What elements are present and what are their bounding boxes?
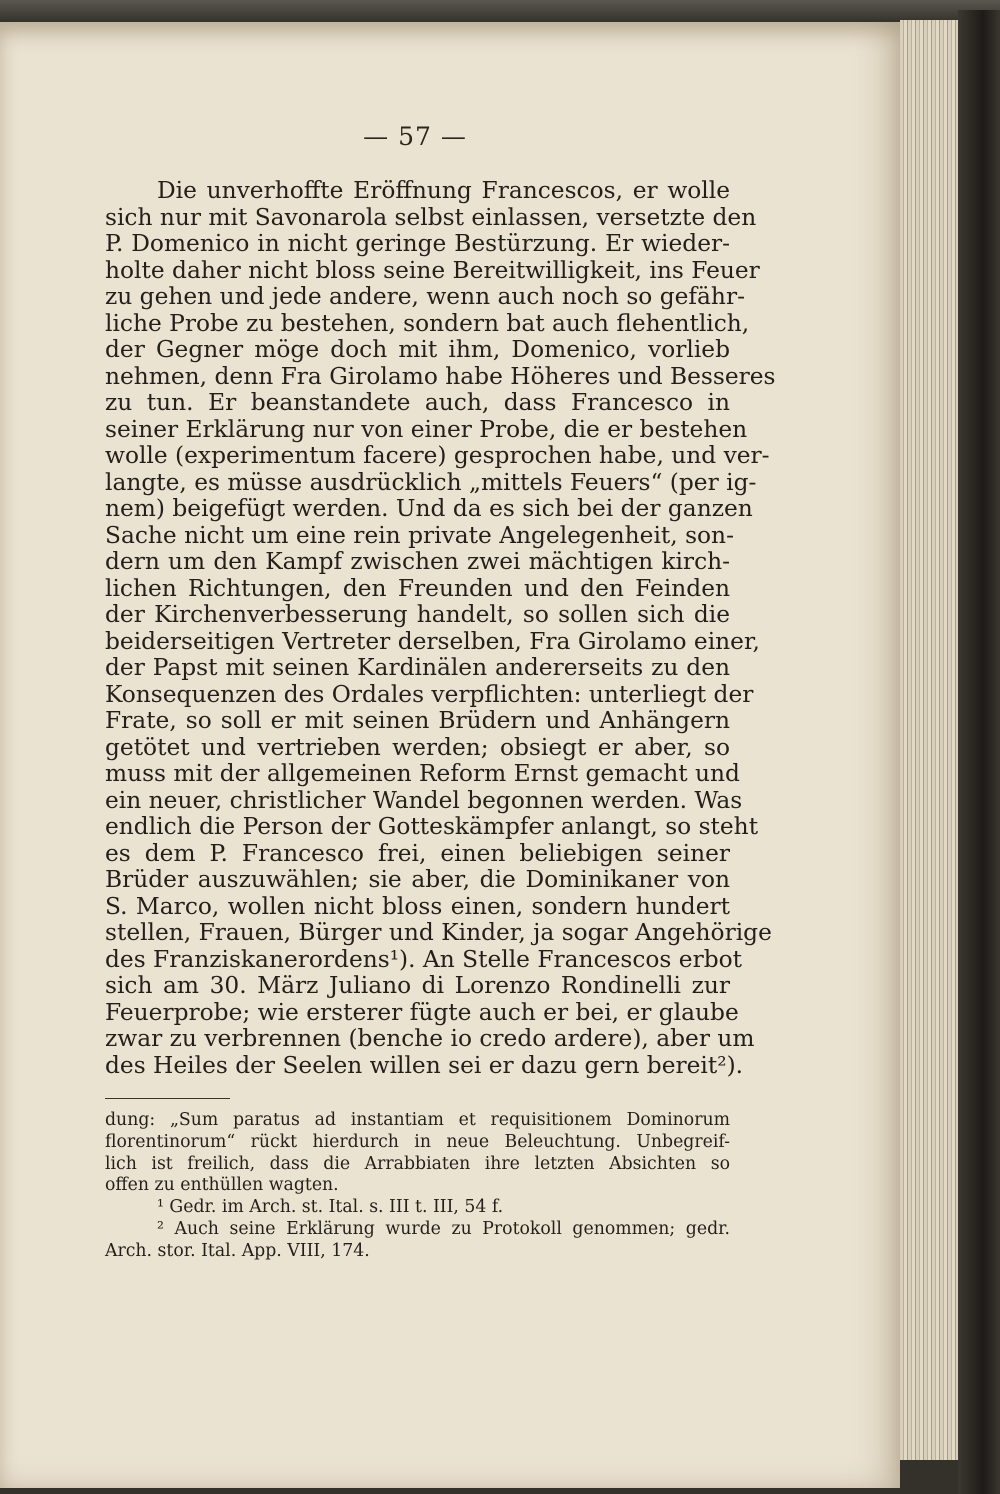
text-line: holte daher nicht bloss seine Bereitwilligkeit, ins Feuer (105, 256, 760, 284)
text-line: sich am 30. März Juliano di Lorenzo Rondinelli zur (105, 972, 730, 999)
text-line: endlich die Person der Gotteskämpfer anlangt, so steht (105, 813, 759, 840)
footnote-line: offen zu enthüllen wagten. (105, 1175, 339, 1196)
text-line: getötet und vertrieben werden; obsiegt er aber, so (105, 733, 730, 761)
text-line: liche Probe zu bestehen, sondern bat auch flehentlich, (105, 309, 750, 337)
text-line: der Papst mit seinen Kardinälen andererseits zu den (105, 654, 730, 681)
text-line: der Gegner möge doch mit ihm, Domenico, vorlieb (105, 336, 730, 363)
text-line: Frate, so soll er mit seinen Brüdern und Anhängern (105, 707, 730, 734)
text-line: Konsequenzen des Ordales verpflichten: unterliegt der (105, 680, 754, 708)
text-line: stellen, Frauen, Bürger und Kinder, ja sogar Angehörige (105, 919, 772, 946)
text-line: zwar zu verbrennen (benche io credo ardere), aber um (105, 1025, 755, 1052)
footnote-2-continued: Arch. stor. Ital. App. VIII, 174. (105, 1240, 370, 1261)
text-line: Feuerprobe; wie ersterer fügte auch er bei, er glaube (105, 998, 739, 1026)
footnote-line: lich ist freilich, dass die Arrabbiaten ihre letzten Absichten so (105, 1153, 730, 1174)
footnotes (105, 1110, 730, 1263)
text-line: Sache nicht um eine rein private Angelegenheit, son- (105, 521, 734, 549)
text-line: dern um den Kampf zwischen zwei mächtigen kirch- (105, 548, 730, 575)
text-line: nem) beigefügt werden. Und da es sich bei der ganzen (105, 495, 753, 522)
text-line: S. Marco, wollen nicht bloss einen, sondern hundert (105, 892, 730, 920)
page-leaves-edge (900, 20, 960, 1460)
footnote-2: ² Auch seine Erklärung wurde zu Protokoll genommen; gedr. (157, 1218, 730, 1239)
text-line: lichen Richtungen, den Freunden und den Feinden (105, 574, 730, 602)
text-line: Brüder auszuwählen; sie aber, die Dominikaner von (105, 866, 730, 893)
text-line: seiner Erklärung nur von einer Probe, die er bestehen (105, 415, 748, 443)
footnote-line: florentinorum“ rückt hierdurch in neue Beleuchtung. Unbegreif- (105, 1131, 730, 1152)
text-line: muss mit der allgemeinen Reform Ernst gemacht und (105, 760, 740, 787)
text-line: Die unverhoffte Eröffnung Francescos, er wolle (157, 177, 730, 204)
book-cover-edge (958, 10, 1000, 1494)
page-number: — 57 — (363, 122, 467, 151)
footnote-line: dung: „Sum paratus ad instantiam et requisitionem Dominorum (105, 1110, 730, 1130)
text-line: wolle (experimentum facere) gesprochen habe, und ver- (105, 442, 770, 469)
text-line: des Heiles der Seelen willen sei er dazu gern bereit²). (105, 1051, 744, 1079)
text-line: beiderseitigen Vertreter derselben, Fra Girolamo einer, (105, 627, 760, 655)
text-line: zu gehen und jede andere, wenn auch noch so gefähr- (105, 283, 745, 310)
text-line: der Kirchenverbesserung handelt, so sollen sich die (105, 601, 730, 628)
text-line: zu tun. Er beanstandete auch, dass Francesco in (105, 389, 730, 416)
text-line: sich nur mit Savonarola selbst einlassen, versetzte den (105, 203, 757, 231)
text-line: P. Domenico in nicht geringe Bestürzung. Er wieder- (105, 230, 730, 257)
text-line: langte, es müsse ausdrücklich „mittels Feuers“ (per ig- (105, 468, 757, 496)
footnote-separator (105, 1098, 230, 1099)
text-line: nehmen, denn Fra Girolamo habe Höheres und Besseres (105, 362, 776, 390)
text-line: des Franziskanerordens¹). An Stelle Francescos erbot (105, 945, 743, 973)
text-line: ein neuer, christlicher Wandel begonnen werden. Was (105, 786, 743, 814)
body-paragraph (105, 177, 776, 1079)
footnote-1: ¹ Gedr. im Arch. st. Ital. s. III t. III, 54 f. (157, 1197, 504, 1218)
text-line: es dem P. Francesco frei, einen beliebigen seiner (105, 839, 730, 867)
